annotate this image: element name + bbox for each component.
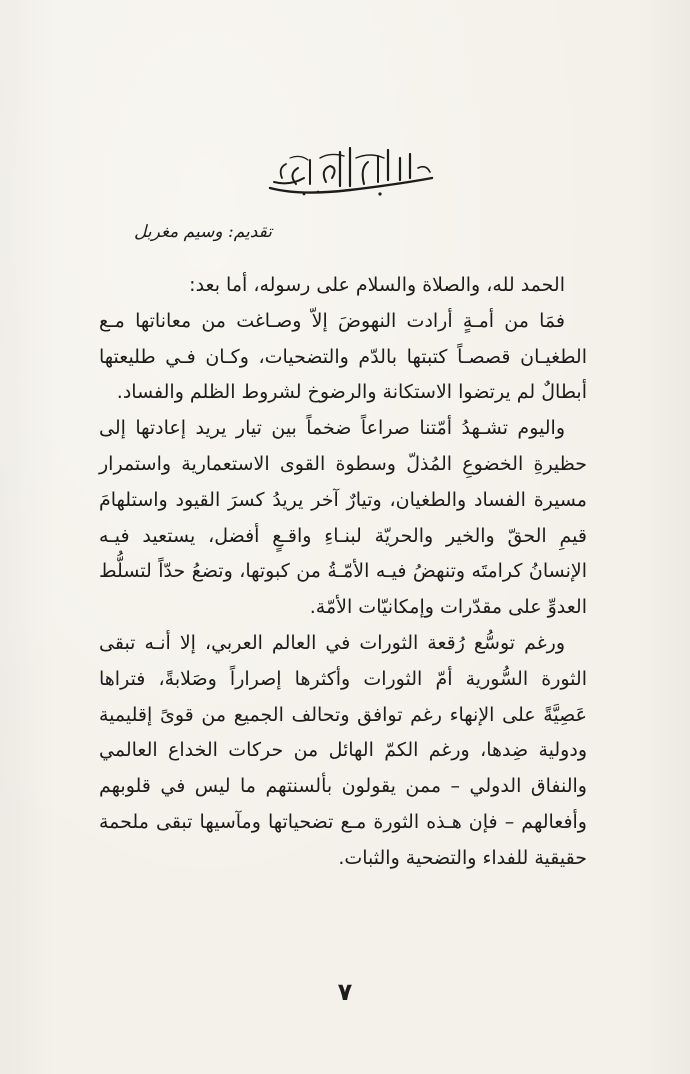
paragraph: فمَا من أمـةٍ أرادت النهوضَ إلاّ وصـاغت من معاناتها مـع الطغيـان قصصـاً كتبتها بالدّم والتضحيات، وكـان فـي طليعتها أبطالٌ لم يرتضوا الاستكانة والرضوخ لشروط الظلم والفساد. bbox=[99, 309, 587, 404]
basmala-calligraphy bbox=[260, 138, 440, 202]
paragraph: واليوم تشـهدُ أمّتنا صراعاً ضخماً بين تيار يريد إعادتها إلى حظيرةِ الخضوعِ المُذلّ وسطوة القوى الاستعمارية واستمرار مسيرة الفساد والطغيان، وتيارٌ آخر يريدُ كسرَ القيود واستلهامَ قيمِ الحقّ والخير والحريّة لبنـاءِ واقـعٍ أفضل، يستعيد فيـه الإنسانُ كرامتَه وتنهضُ فيـه الأمّـةُ من كبوتها، وتضعُ حدّاً لتسلُّط العدوِّ على مقدّرات وإمكانيّات الأمّة. bbox=[99, 417, 587, 619]
page-number: ٧ bbox=[337, 978, 353, 1006]
paragraph: ورغم توسُّع رُقعة الثورات في العالم العربي، إلا أنـه تبقى الثورة السُّورية أمّ الثورات وأكثرها إصراراً وصَلابةً، فتراها عَصِيَّةً على الإنهاء رغم توافق وتحالف الجميع من قوىً إقليمية ودولية ضِدها، ورغم الكمّ الهائل من حركات الخداع العالمي والنفاق الدولي – ممن يقولون بألسنتهم ما ليس في قلوبهم وأفعالهم – فإن هـذه الثورة مـع تضحياتها ومآسيها تبقى ملحمة حقيقية للفداء والتضحية والثبات. bbox=[99, 631, 587, 869]
body-text bbox=[99, 268, 587, 877]
introduction-credit: تقديم: وسيم مغربل bbox=[133, 222, 272, 242]
paragraph: الحمد لله، والصلاة والسلام على رسوله، أما بعد: bbox=[189, 274, 565, 296]
